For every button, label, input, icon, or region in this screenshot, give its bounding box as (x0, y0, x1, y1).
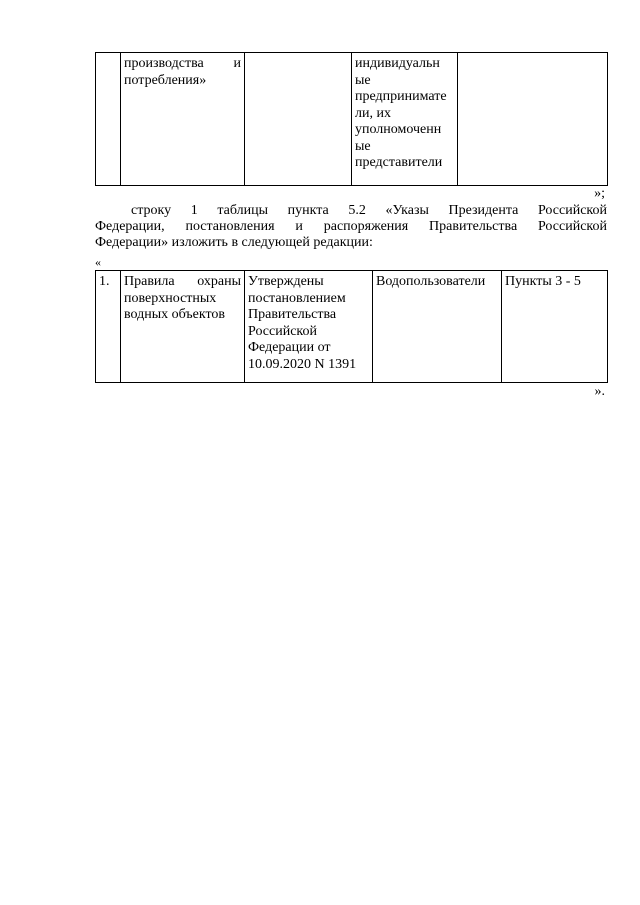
who-line: индивидуальн (355, 56, 440, 71)
paragraph-line: строку 1 таблицы пункта 5.2 «Указы Президента Российской (131, 203, 607, 218)
table-cell-points (458, 53, 608, 186)
closing-quote: ». (594, 384, 605, 399)
paragraph-line: Федерации» изложить в следующей редакции: (95, 235, 373, 251)
table-cell-who (352, 53, 458, 186)
table-cell-approved (245, 53, 352, 186)
name-line (124, 274, 241, 291)
requirements-table-continuation (95, 52, 608, 186)
table-cell-name (121, 271, 245, 383)
approved-line: Российской (248, 323, 317, 339)
who-line: уполномоченн (355, 122, 442, 137)
who-line: предпринимате (355, 89, 447, 104)
name-word: Правила (124, 274, 175, 289)
name-line: водных объектов (124, 307, 226, 322)
amendment-paragraph (95, 203, 607, 252)
approved-line: Утверждены (248, 274, 324, 289)
who-line: представители (355, 155, 443, 170)
name-word: охраны (197, 274, 241, 289)
who-line: ли, их (355, 105, 391, 121)
table-cell-name (121, 53, 245, 186)
table-cell-num (96, 53, 121, 186)
closing-quote: »; (594, 186, 605, 201)
opening-quote: « (95, 255, 101, 269)
approved-line: Федерации от (248, 340, 331, 355)
name-word: производства (124, 56, 204, 71)
who-line: ые (355, 138, 371, 154)
name-line: поверхностных (124, 290, 217, 306)
table-cell-num: 1. (96, 271, 121, 383)
table-cell-who: Водопользователи (373, 271, 502, 383)
requirements-table-new-row (95, 270, 608, 383)
who-line: ые (355, 72, 371, 88)
table-row (96, 53, 608, 186)
name-line: потребления» (124, 72, 207, 88)
paragraph-line: Федерации, постановления и распоряжения Правительства Российской (95, 219, 607, 235)
approved-line: 10.09.2020 N 1391 (248, 356, 357, 372)
table-cell-points: Пункты 3 - 5 (502, 271, 608, 383)
approved-line: постановлением (248, 290, 346, 306)
table-cell-approved (245, 271, 373, 383)
table-row (96, 271, 608, 383)
name-line (124, 56, 241, 73)
name-word: и (233, 56, 241, 71)
approved-line: Правительства (248, 307, 337, 322)
